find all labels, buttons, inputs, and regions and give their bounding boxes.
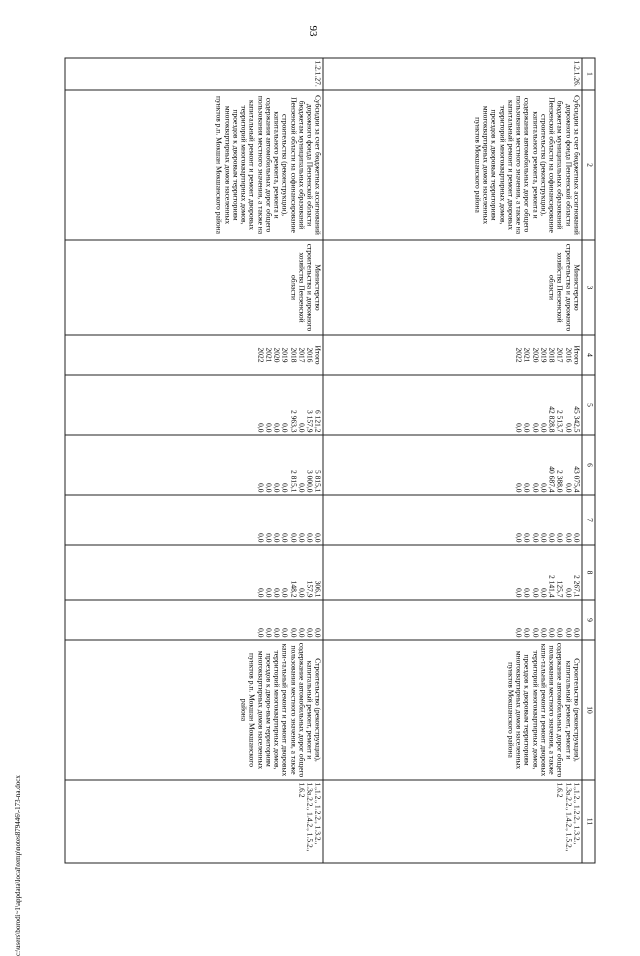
row-years-value: 2016 xyxy=(305,347,315,363)
row-years-value: 2020 xyxy=(531,347,541,363)
row-total-value: 0,0 xyxy=(272,423,282,433)
col-header-6: 6 xyxy=(582,435,595,495)
row-regional-value: 0,0 xyxy=(264,483,274,493)
row-regional-value: 40 687,4 xyxy=(547,466,557,493)
row-total-value: 6 121,2 xyxy=(314,410,323,433)
row-total-value: 42 828,8 xyxy=(547,406,557,433)
row-years-value: Итого xyxy=(572,345,582,365)
row-other-value: 0,0 xyxy=(305,628,315,638)
col-header-10: 10 xyxy=(582,640,595,780)
row-years-value: 2019 xyxy=(281,347,290,363)
row-total-value: 0,0 xyxy=(514,423,524,433)
row-total-value: 0,0 xyxy=(539,423,549,433)
row-regional-value: 0,0 xyxy=(564,483,574,493)
row-regional-value: 0,0 xyxy=(539,483,549,493)
page-number: 93 xyxy=(307,25,319,37)
row-regional-value: 3 000,0 xyxy=(305,470,315,493)
row-result: Строительство (реконструкция), капитальный ремонт, ремонт и содержание автомобильных дорог общего пользования местного значения, а также капи-тальный ремонт и ремонт дворовых территорий многоквартирных домов, проездов к дворо-вым территориям многоквартирных домов населенных пунктов р.п. Мокшан Мокшанского района xyxy=(65,640,324,780)
row-years-value: 2016 xyxy=(564,347,574,363)
row-executor: Министерство строительства и дорожного хозяйства Пензенской области xyxy=(65,240,324,335)
row-total-value: 0,0 xyxy=(281,423,290,433)
row-regional-value: 2 388,0 xyxy=(556,470,565,493)
row-total-value: 2 513,7 xyxy=(556,410,565,433)
row-links: 1.,1.2., 1.2.2., 1.3.2., 1.3а.2.2., 1.4.2., 1.5.2., 1.6.2 xyxy=(65,780,324,863)
row-regional xyxy=(65,435,324,495)
row-local-value: 0,0 xyxy=(281,588,290,598)
row-federal-value: 0,0 xyxy=(556,533,565,543)
row-total xyxy=(65,375,324,435)
row-regional-value: 0,0 xyxy=(256,483,266,493)
col-header-4: 4 xyxy=(582,335,595,375)
row-total xyxy=(324,375,583,435)
row-total-value: 2 963,3 xyxy=(289,410,299,433)
row-local-value: 0,0 xyxy=(531,588,541,598)
row-regional-value: 0,0 xyxy=(514,483,524,493)
row-total-value: 0,0 xyxy=(256,423,266,433)
row-federal xyxy=(324,495,583,545)
row-local-value: 0,0 xyxy=(256,588,266,598)
col-header-1: 1 xyxy=(582,58,595,90)
col-header-5: 5 xyxy=(582,375,595,435)
row-other-value: 0,0 xyxy=(272,628,282,638)
row-local-value: 0,0 xyxy=(539,588,549,598)
row-regional-value: 0,0 xyxy=(523,483,532,493)
row-regional-value: 0,0 xyxy=(272,483,282,493)
row-result: Строительство (реконструкция), капитальный ремонт, ремонт и содержание автомобильных дорог общего пользования местного значения, а также капи-тальный ремонт и ремонт дворовых территорий многоквартирных домов, проездов к дворовым территориям многоквартирных домов населенных пунктов Мокшанского района xyxy=(324,640,583,780)
row-other-value: 0,0 xyxy=(514,628,524,638)
table-container xyxy=(65,58,596,863)
row-local-value: 2 267,1 xyxy=(572,575,582,598)
program-table xyxy=(65,58,596,864)
row-federal-value: 0,0 xyxy=(514,533,524,543)
row-local-value: 0,0 xyxy=(272,588,282,598)
row-years-value: 2021 xyxy=(523,347,532,363)
header-row xyxy=(582,58,595,863)
row-years-value: 2021 xyxy=(264,347,274,363)
row-other-value: 0,0 xyxy=(572,628,582,638)
row-local-value: 2 141,4 xyxy=(547,575,557,598)
row-other-value: 0,0 xyxy=(564,628,574,638)
row-federal-value: 0,0 xyxy=(523,533,532,543)
col-header-7: 7 xyxy=(582,495,595,545)
row-links: 1.,1.2., 1.2.2., 1.3.2., 1.3а.2.2., 1.4.2., 1.5.2., 1.6.2 xyxy=(324,780,583,863)
row-federal-value: 0,0 xyxy=(539,533,549,543)
row-years-value: 2019 xyxy=(539,347,549,363)
table-row xyxy=(65,58,324,863)
row-total-value: 45 342,5 xyxy=(572,406,582,433)
row-federal-value: 0,0 xyxy=(531,533,541,543)
col-header-3: 3 xyxy=(582,240,595,335)
row-other-value: 0,0 xyxy=(256,628,266,638)
row-other-value: 0,0 xyxy=(556,628,565,638)
row-years-value: 2017 xyxy=(297,347,307,363)
row-other-value: 0,0 xyxy=(531,628,541,638)
row-other-value: 0,0 xyxy=(264,628,274,638)
col-header-2: 2 xyxy=(582,90,595,240)
row-other-value: 0,0 xyxy=(281,628,290,638)
row-other-value: 0,0 xyxy=(523,628,532,638)
row-regional-value: 2 815,1 xyxy=(289,470,299,493)
row-regional-value: 0,0 xyxy=(531,483,541,493)
row-local xyxy=(324,545,583,600)
row-total-value: 0,0 xyxy=(564,423,574,433)
row-local-value: 125,7 xyxy=(556,580,565,598)
row-total-value: 0,0 xyxy=(264,423,274,433)
row-local-value: 0,0 xyxy=(564,588,574,598)
file-path-footer: c:\users\borodi~1\appdata\local\temp\notes879446\-173-na.docx xyxy=(14,775,22,956)
row-executor: Министерство строительства и дорожного хозяйства Пензенской области xyxy=(324,240,583,335)
row-federal-value: 0,0 xyxy=(281,533,290,543)
row-regional-value: 5 815,1 xyxy=(314,470,323,493)
row-federal-value: 0,0 xyxy=(305,533,315,543)
row-local-value: 0,0 xyxy=(523,588,532,598)
row-other-value: 0,0 xyxy=(547,628,557,638)
row-federal-value: 0,0 xyxy=(289,533,299,543)
row-local-value: 0,0 xyxy=(514,588,524,598)
row-other-value: 0,0 xyxy=(539,628,549,638)
row-federal-value: 0,0 xyxy=(264,533,274,543)
row-other xyxy=(65,600,324,640)
row-years-value: 2018 xyxy=(547,347,557,363)
row-total-value: 3 157,9 xyxy=(305,410,315,433)
row-other-value: 0,0 xyxy=(314,628,323,638)
row-years-value: 2020 xyxy=(272,347,282,363)
table-row xyxy=(324,58,583,863)
row-id: 1.2.1.26. xyxy=(324,58,583,90)
row-regional-value: 43 075,4 xyxy=(572,466,582,493)
row-other-value: 0,0 xyxy=(289,628,299,638)
row-id: 1.2.1.27. xyxy=(65,58,324,90)
row-federal xyxy=(65,495,324,545)
row-local-value: 148,2 xyxy=(289,580,299,598)
row-regional-value: 0,0 xyxy=(297,483,307,493)
col-header-9: 9 xyxy=(582,600,595,640)
row-other xyxy=(324,600,583,640)
row-federal-value: 0,0 xyxy=(256,533,266,543)
row-years-value: Итого xyxy=(314,345,323,365)
row-total-value: 0,0 xyxy=(531,423,541,433)
row-total-value: 0,0 xyxy=(523,423,532,433)
row-years xyxy=(65,335,324,375)
row-years-value: 2022 xyxy=(514,347,524,363)
row-local-value: 306,1 xyxy=(314,580,323,598)
row-total-value: 0,0 xyxy=(297,423,307,433)
row-federal-value: 0,0 xyxy=(564,533,574,543)
row-federal-value: 0,0 xyxy=(547,533,557,543)
row-other-value: 0,0 xyxy=(297,628,307,638)
row-federal-value: 0,0 xyxy=(297,533,307,543)
row-regional xyxy=(324,435,583,495)
row-description: Субсидии за счет бюджетных ассигнований дорожного фонда Пензенской области бюджетам муниципальных образований Пензенской области на софинансирование строительства (реконструкции), капитального ремонта, ремонта и содержания автомобильных дорог общего пользования местного значения, а также на капитальный ремонт и ремонт дворовых территорий многоквартирных домов, проездов к дворовым территориям многоквартирных домов населенных пунктов Мокшанского района xyxy=(324,90,583,240)
row-local-value: 0,0 xyxy=(264,588,274,598)
row-local xyxy=(65,545,324,600)
row-years xyxy=(324,335,583,375)
row-local-value: 0,0 xyxy=(297,588,307,598)
col-header-11: 11 xyxy=(582,780,595,863)
row-years-value: 2018 xyxy=(289,347,299,363)
row-years-value: 2022 xyxy=(256,347,266,363)
col-header-8: 8 xyxy=(582,545,595,600)
row-federal-value: 0,0 xyxy=(314,533,323,543)
row-federal-value: 0,0 xyxy=(272,533,282,543)
row-regional-value: 0,0 xyxy=(281,483,290,493)
row-local-value: 157,9 xyxy=(305,580,315,598)
row-description: Субсидии за счет бюджетных ассигнований дорожного фонда Пензенской области бюджетам муниципальных образований Пензенской области на софинансирование строительства (реконструкции), капитального ремонта, ремонта и содержания автомобильных дорог общего пользования местного значения, а также на капитальный ремонт и ремонт дворовых территорий многоквартирных домов, проездов к дворовым территориям многоквартирных домов населенных пунктов р.п. Мокшан Мокшанского района xyxy=(65,90,324,240)
row-years-value: 2017 xyxy=(556,347,565,363)
row-federal-value: 0,0 xyxy=(572,533,582,543)
